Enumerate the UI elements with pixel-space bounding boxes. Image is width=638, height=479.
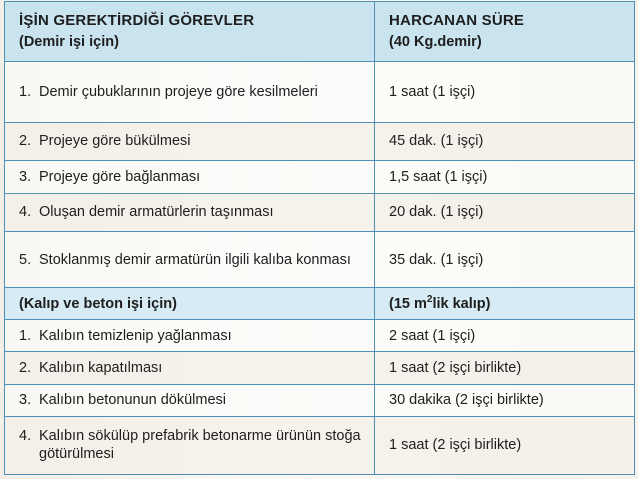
task-text: Stoklanmış demir armatürün ilgili kalıba konması	[39, 251, 351, 268]
time-cell: 30 dakika (2 işçi birlikte)	[375, 384, 635, 416]
table-row	[5, 416, 635, 474]
task-text: Kalıbın betonunun dökülmesi	[39, 392, 227, 409]
time-cell: 35 dak. (1 işçi)	[375, 231, 635, 287]
col1-subtitle: (Demir işi için)	[19, 34, 119, 51]
task-cell	[5, 231, 375, 287]
task-number: 5.	[19, 251, 32, 268]
section2-unit-pre: (15 m	[389, 295, 427, 312]
task-number: 4.	[19, 204, 32, 221]
time-cell: 2 saat (1 işçi)	[375, 320, 635, 352]
task-number: 2.	[19, 133, 32, 150]
table-row	[5, 320, 635, 352]
task-cell	[5, 160, 375, 193]
table-row	[5, 160, 635, 193]
task-number: 2.	[19, 359, 32, 376]
section2-header-right	[375, 288, 635, 320]
task-cell	[5, 62, 375, 122]
table-row	[5, 352, 635, 384]
time-cell: 1 saat (2 işçi birlikte)	[375, 416, 635, 474]
time-cell: 20 dak. (1 işçi)	[375, 193, 635, 231]
section2-unit-post: lik kalıp)	[432, 295, 491, 312]
time-cell: 45 dak. (1 işçi)	[375, 122, 635, 160]
section-header-row	[5, 288, 635, 320]
header-cell-time	[375, 2, 635, 62]
task-number: 3.	[19, 392, 32, 409]
table-header-row	[5, 2, 635, 62]
task-cell	[5, 193, 375, 231]
task-number: 1.	[19, 327, 32, 344]
task-time-table	[4, 1, 635, 475]
task-cell	[5, 416, 375, 474]
header-cell-tasks	[5, 2, 375, 62]
table-row	[5, 231, 635, 287]
task-text: Oluşan demir armatürlerin taşınması	[39, 204, 274, 221]
task-text: Projeye göre bükülmesi	[39, 133, 191, 150]
task-cell	[5, 320, 375, 352]
table-row	[5, 122, 635, 160]
task-text: Demir çubuklarının projeye göre kesilmeleri	[39, 83, 318, 100]
task-cell	[5, 352, 375, 384]
time-cell: 1 saat (2 işçi birlikte)	[375, 352, 635, 384]
section2-unit-sup: 2	[426, 293, 433, 305]
task-cell	[5, 122, 375, 160]
task-text: Kalıbın kapatılması	[39, 359, 163, 376]
task-number: 4.	[19, 428, 32, 445]
table-row	[5, 62, 635, 122]
task-text: Kalıbın temizlenip yağlanması	[39, 327, 232, 344]
time-cell: 1,5 saat (1 işçi)	[375, 160, 635, 193]
task-number: 3.	[19, 168, 32, 185]
task-cell	[5, 384, 375, 416]
task-number: 1.	[19, 83, 32, 100]
table-row	[5, 384, 635, 416]
section2-header-left: (Kalıp ve beton işi için)	[5, 288, 375, 320]
task-text: Projeye göre bağlanması	[39, 168, 201, 185]
task-text: Kalıbın sökülüp prefabrik betonarme ürünün stoğa götürülmesi	[39, 428, 361, 463]
table-row	[5, 193, 635, 231]
time-cell: 1 saat (1 işçi)	[375, 62, 635, 122]
col2-title: HARCANAN SÜRE	[389, 12, 525, 30]
col2-subtitle: (40 Kg.demir)	[389, 34, 482, 51]
col1-title: İŞİN GEREKTİRDİĞİ GÖREVLER	[19, 12, 255, 30]
